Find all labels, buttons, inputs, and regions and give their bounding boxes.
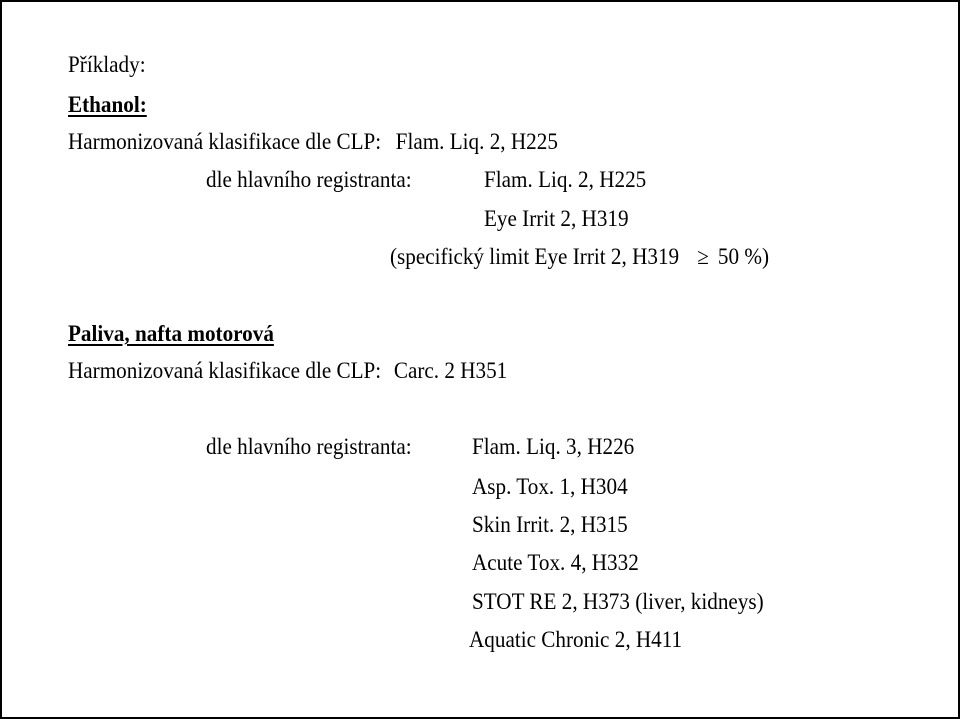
diesel-harmonized-label: Harmonizovaná klasifikace dle CLP: <box>68 358 382 383</box>
diesel-registrant-value-4: Acute Tox. 4, H332 <box>472 550 639 575</box>
ethanol-registrant-value-1: Flam. Liq. 2, H225 <box>484 167 647 192</box>
diesel-registrant-value-1: Flam. Liq. 3, H226 <box>472 434 635 459</box>
intro-label: Příklady: <box>68 52 146 77</box>
ethanol-heading: Ethanol: <box>68 92 147 117</box>
specific-limit-suffix: 50 %) <box>717 244 770 269</box>
ethanol-registrant-value-2: Eye Irrit 2, H319 <box>484 206 629 231</box>
ethanol-harmonized-label: Harmonizovaná klasifikace dle CLP: <box>68 129 382 154</box>
diesel-harmonized-row <box>68 356 507 386</box>
ethanol-specific-limit <box>390 242 769 272</box>
diesel-registrant-value-3: Skin Irrit. 2, H315 <box>472 512 628 537</box>
ethanol-harmonized-value: Flam. Liq. 2, H225 <box>395 129 558 154</box>
greater-equal-symbol: ≥ <box>697 244 709 269</box>
diesel-registrant-label: dle hlavního registranta: <box>206 434 412 459</box>
specific-limit-prefix: (specifický limit Eye Irrit 2, H319 <box>390 244 680 269</box>
diesel-registrant-value-2: Asp. Tox. 1, H304 <box>472 474 628 499</box>
diesel-registrant-value-6: Aquatic Chronic 2, H411 <box>469 627 683 652</box>
diesel-heading: Paliva, nafta motorová <box>68 321 274 346</box>
diesel-harmonized-value: Carc. 2 H351 <box>393 358 508 383</box>
ethanol-harmonized-row <box>68 127 558 157</box>
diesel-registrant-value-5: STOT RE 2, H373 (liver, kidneys) <box>472 589 764 614</box>
ethanol-registrant-label: dle hlavního registranta: <box>206 167 412 192</box>
